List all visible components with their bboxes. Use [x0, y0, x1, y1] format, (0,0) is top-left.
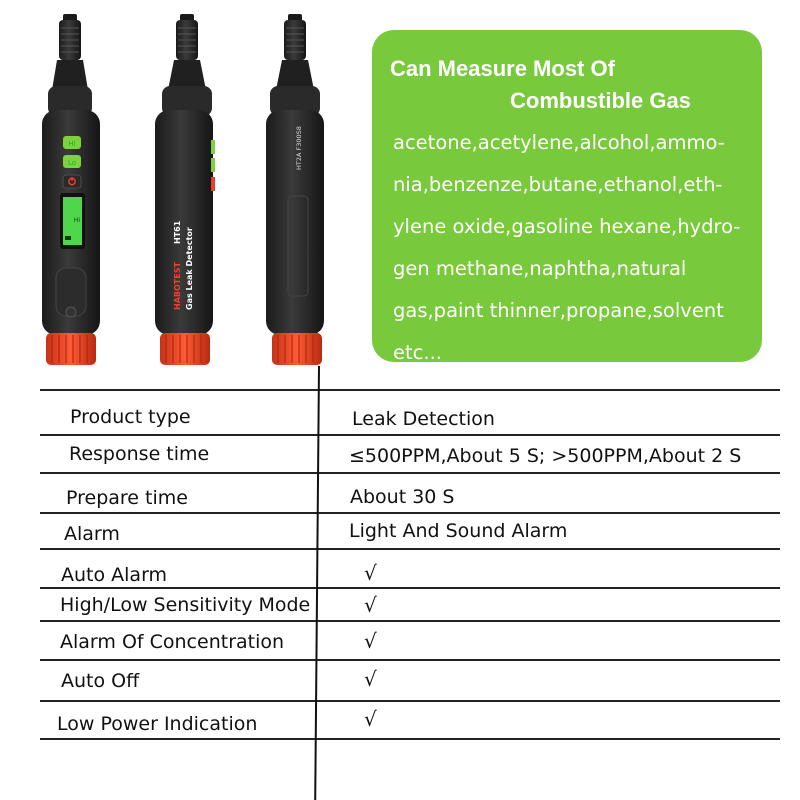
spec-label-prepare-time: Prepare time — [66, 487, 188, 509]
gas-list-line: nia,benzenze,butane,ethanol,eth- — [393, 173, 723, 196]
spec-value-product-type: Leak Detection — [352, 408, 495, 430]
gas-list-line: gen methane,naphtha,natural — [393, 257, 687, 280]
spec-label-alarm-concentration: Alarm Of Concentration — [60, 631, 285, 653]
table-divider — [40, 434, 780, 436]
check-icon: √ — [364, 561, 377, 585]
lo-button-label: Lo — [67, 159, 77, 167]
table-divider — [40, 620, 780, 622]
spec-label-product-type: Product type — [70, 406, 191, 428]
screen-text: Hi — [73, 217, 81, 224]
spec-label-alarm: Alarm — [64, 523, 120, 545]
spec-label-low-power: Low Power Indication — [57, 713, 258, 735]
gas-card-title-line1: Can Measure Most Of — [390, 56, 615, 81]
gas-list-line: ylene oxide,gasoline hexane,hydro- — [393, 215, 741, 238]
check-icon: √ — [364, 667, 377, 691]
table-divider — [40, 389, 780, 391]
svg-text:HT2A F300S8: HT2A F300S8 — [295, 126, 303, 170]
table-divider — [40, 512, 780, 514]
table-divider — [40, 738, 780, 740]
check-icon: √ — [364, 707, 377, 731]
spec-label-auto-alarm: Auto Alarm — [61, 564, 168, 586]
spec-label-sensitivity-mode: High/Low Sensitivity Mode — [60, 594, 311, 616]
spec-label-auto-off: Auto Off — [61, 670, 140, 692]
hi-button-label: Hi — [68, 140, 76, 148]
check-icon: √ — [364, 629, 377, 653]
svg-text:Gas Leak Detector: Gas Leak Detector — [185, 227, 194, 310]
gas-list-line: gas,paint thinner,propane,solvent — [393, 299, 724, 322]
spec-label-response-time: Response time — [69, 443, 210, 465]
svg-text:HABOTEST: HABOTEST — [173, 262, 182, 310]
table-column-divider — [314, 366, 320, 800]
table-divider — [40, 659, 780, 661]
spec-value-prepare-time: About 30 S — [350, 486, 455, 508]
table-divider — [40, 548, 780, 550]
gas-list-line: etc... — [393, 341, 442, 364]
table-divider — [40, 700, 780, 702]
table-divider — [40, 472, 780, 474]
spec-value-response-time: ≤500PPM,About 5 S; >500PPM,About 2 S — [349, 445, 742, 467]
table-divider — [40, 587, 780, 589]
check-icon: √ — [364, 593, 377, 617]
svg-text:HT61: HT61 — [173, 220, 182, 244]
spec-value-alarm: Light And Sound Alarm — [349, 520, 568, 542]
gas-card-title-line2: Combustible Gas — [510, 88, 691, 113]
gas-list-line: acetone,acetylene,alcohol,ammo- — [393, 131, 725, 154]
